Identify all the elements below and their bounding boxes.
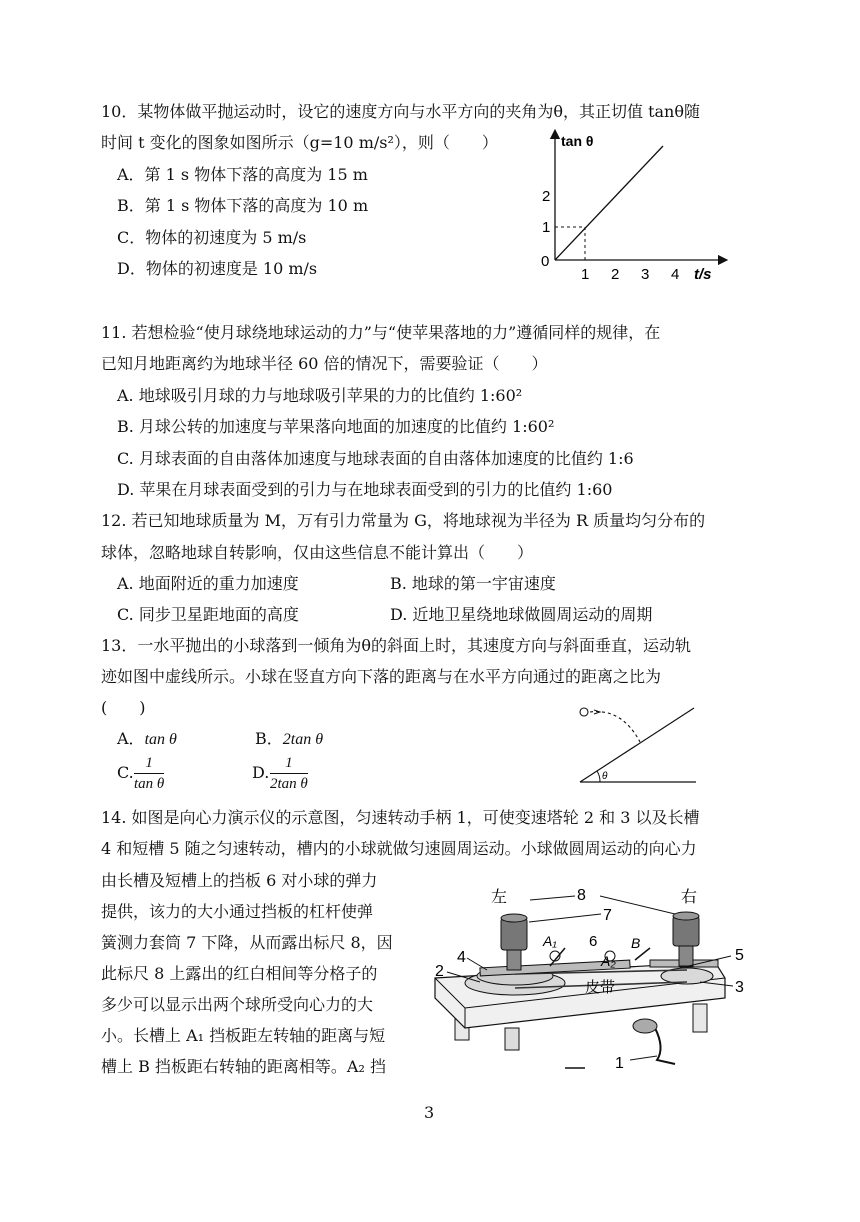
q10-tan-graph — [535, 126, 735, 286]
q13-option-d-label: D. — [252, 763, 270, 782]
q11-option-d: D. 苹果在月球表面受到的引力与在地球表面受到的引力的比值约 1:60 — [117, 480, 613, 499]
label-a2: A₂ — [601, 953, 616, 969]
label-left: 左 — [491, 889, 508, 906]
xtick-3: 3 — [641, 266, 650, 283]
q13-option-c-num: 1 — [134, 753, 164, 774]
q10-option-c: C．物体的初速度为 5 m/s — [117, 228, 307, 247]
xtick-2: 2 — [611, 266, 620, 283]
label-4: 4 — [457, 949, 466, 966]
ytick-1: 1 — [542, 219, 551, 236]
q14-apparatus-figure — [425, 878, 760, 1078]
left-sleeve — [501, 918, 527, 950]
q13-option-c-label: C. — [117, 763, 134, 782]
q14-line4: 提供，该力的大小通过挡板的杠杆使弹 — [101, 902, 374, 921]
leg-back — [505, 1028, 519, 1050]
theta-label: θ — [602, 771, 608, 782]
origin-label: 0 — [541, 253, 550, 270]
q13-option-c-den: tan θ — [134, 776, 165, 792]
trajectory — [590, 712, 640, 742]
tan-line — [555, 146, 663, 260]
q13-line2: 迹如图中虚线所示。小球在竖直方向下落的距离与在水平方向通过的距离之比为 — [101, 667, 662, 686]
q14-line5: 簧测力套筒 7 下降，从而露出标尺 8，因 — [101, 933, 393, 952]
q11-line1: 11. 若想检验“使月球绕地球运动的力”与“使苹果落地的力”遵循同样的规律，在 — [101, 323, 661, 342]
q13-option-d-fraction — [270, 753, 308, 794]
leader-1 — [630, 1056, 657, 1060]
q12-line1: 12. 若已知地球质量为 M，万有引力常量为 G，将地球视为半径为 R 质量均匀分布的 — [101, 511, 706, 530]
q11-option-c: C. 月球表面的自由落体加速度与地球表面的自由落体加速度的比值约 1:6 — [117, 449, 634, 468]
q13-option-b — [255, 728, 323, 751]
q13-option-c-fraction — [134, 753, 164, 794]
q10-line2: 时间 t 变化的图象如图所示（g=10 m/s²），则（ ） — [101, 133, 498, 152]
incline-line — [580, 708, 694, 782]
q11-option-b: B. 月球公转的加速度与苹果落向地面的加速度的比值约 1:60² — [117, 417, 555, 436]
q10-line1: 10．某物体做平抛运动时，设它的速度方向与水平方向的夹角为θ，其正切值 tanθ随 — [101, 102, 700, 121]
label-6: 6 — [589, 933, 598, 950]
x-label: t/s — [694, 266, 712, 283]
label-5: 5 — [735, 947, 744, 964]
q10-option-b: B．第 1 s 物体下落的高度为 10 m — [117, 196, 369, 215]
xtick-4: 4 — [671, 266, 680, 283]
q14-line6: 此标尺 8 上露出的红白相间等分格子的 — [101, 964, 378, 983]
label-1: 1 — [615, 1055, 624, 1072]
left-spring — [507, 948, 521, 970]
xtick-1: 1 — [581, 266, 590, 283]
q13-option-b-label: B． — [255, 729, 283, 748]
q14-line2: 4 和短槽 5 随之匀速转动，槽内的小球就做匀速圆周运动。小球做圆周运动的向心力 — [101, 839, 697, 858]
q10-option-a: A．第 1 s 物体下落的高度为 15 m — [117, 165, 368, 184]
q12-option-c: C. 同步卫星距地面的高度 — [117, 605, 299, 624]
crank-handle — [655, 1028, 675, 1064]
label-a1: A₁ — [543, 933, 557, 949]
leader-4 — [467, 958, 487, 970]
q11-option-a: A. 地球吸引月球的力与地球吸引苹果的力的比值约 1:60² — [117, 386, 523, 405]
q14-line8: 小。长槽上 A₁ 挡板距左转轴的距离与短 — [101, 1026, 386, 1045]
q13-line3: ( ) — [101, 698, 146, 717]
q13-option-a-value: tan θ — [144, 731, 177, 748]
q12-option-a: A. 地面附近的重力加速度 — [117, 574, 299, 593]
leader-7 — [529, 914, 601, 922]
page-number: 3 — [424, 1103, 435, 1122]
q12-option-b: B. 地球的第一宇宙速度 — [390, 574, 556, 593]
q13-incline-figure — [570, 700, 700, 786]
q13-option-a — [117, 728, 177, 751]
q14-line3: 由长槽及短槽上的挡板 6 对小球的弹力 — [101, 871, 378, 890]
q14-line1: 14. 如图是向心力演示仪的示意图，匀速转动手柄 1，可使变速塔轮 2 和 3 以及长槽 — [101, 808, 700, 827]
angle-arc — [597, 771, 600, 782]
label-right: 右 — [681, 889, 698, 906]
right-sleeve-top — [673, 912, 699, 920]
label-3: 3 — [735, 979, 744, 996]
label-7: 7 — [603, 907, 612, 924]
label-belt: 皮带 — [585, 979, 616, 996]
label-8: 8 — [577, 887, 586, 904]
right-spring — [679, 944, 693, 966]
label-2: 2 — [435, 963, 444, 980]
q13-option-b-value: 2tan θ — [282, 731, 324, 748]
q11-line2: 已知月地距离约为地球半径 60 倍的情况下，需要验证（ ） — [101, 354, 548, 373]
leg-front-right — [693, 1004, 707, 1032]
ball — [580, 708, 588, 716]
leader-8-left — [530, 896, 575, 900]
q14-line7: 多少可以显示出两个球所受向心力的大 — [101, 995, 374, 1014]
crank-hub — [633, 1019, 657, 1033]
q12-option-d: D. 近地卫星绕地球做圆周运动的周期 — [390, 605, 653, 624]
q13-option-d-den: 2tan θ — [270, 776, 308, 792]
q13-line1: 13．一水平抛出的小球落到一倾角为θ的斜面上时，其速度方向与斜面垂直，运动轨 — [101, 636, 691, 655]
ytick-2: 2 — [542, 188, 551, 205]
q14-line9: 槽上 B 挡板距右转轴的距离相等。A₂ 挡 — [101, 1057, 386, 1076]
q13-option-d-num: 1 — [270, 753, 308, 774]
label-b: B — [631, 935, 641, 951]
q10-option-d: D．物体的初速度是 10 m/s — [117, 259, 318, 278]
q12-line2: 球体，忽略地球自转影响，仅由这些信息不能计算出（ ） — [101, 543, 534, 562]
left-sleeve-top — [501, 914, 527, 922]
y-label: tan θ — [561, 133, 594, 149]
q13-option-a-label: A． — [117, 729, 145, 748]
